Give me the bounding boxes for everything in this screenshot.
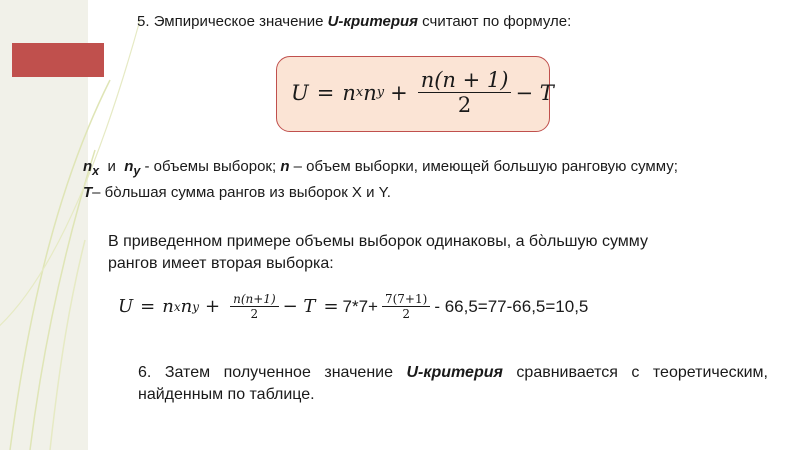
- n-definition-text: – объем выборки, имеющей большую ранговую сумму;: [289, 158, 678, 175]
- and-text: и: [99, 158, 125, 175]
- t-definition-text: – бо̀льшая сумма рангов из выборок Х и Y.: [92, 184, 391, 201]
- formula-minus-t: − T: [515, 80, 554, 105]
- sample-sizes-text: - объемы выборок;: [140, 158, 281, 175]
- calc-denominator-2: 2: [402, 307, 410, 321]
- calc-equals-2: =: [323, 296, 339, 317]
- t-definition: [83, 184, 391, 201]
- formula-fraction: [418, 68, 512, 117]
- calc-fraction: [230, 292, 279, 321]
- calc-denominator: 2: [250, 307, 259, 321]
- heading-emphasis: U-критерия: [327, 13, 418, 30]
- heading-text: Эмпирическое значение: [153, 13, 328, 30]
- var-sub-y: y: [133, 164, 141, 178]
- formula-plus: +: [390, 80, 408, 105]
- calc-fraction-2: [382, 292, 430, 321]
- calc-numerator-2: 7(7+1): [384, 292, 428, 306]
- calc-lhs: U: [118, 296, 134, 317]
- step6-paragraph: [138, 362, 768, 406]
- formula-sub-x: x: [355, 85, 364, 100]
- var-sub-x: x: [92, 164, 100, 178]
- calc-equals: =: [140, 296, 156, 317]
- formula-equals: =: [316, 80, 335, 105]
- step6-emphasis: U-критерия: [406, 364, 503, 381]
- calculation-formula: [118, 292, 588, 321]
- formula-sub-y: y: [376, 85, 385, 100]
- accent-block: [12, 43, 104, 77]
- fraction-denominator: 2: [457, 93, 472, 117]
- heading-number: 5.: [137, 13, 154, 30]
- calc-numerator: n(n+1): [233, 292, 276, 306]
- var-n2: n: [124, 158, 134, 175]
- calc-text-2: - 66,5=77-66,5=10,5: [434, 296, 589, 316]
- t-label: Т: [83, 184, 93, 201]
- heading-text-end: считают по формуле:: [418, 13, 572, 30]
- formula-lhs: U: [291, 80, 309, 105]
- calc-text-1: 7*7+: [342, 296, 378, 316]
- example-paragraph: В приведенном примере объемы выборок одинаковы, а бо̀льшую сумму рангов имеет вторая выборка:: [108, 233, 648, 272]
- n-label: n: [280, 158, 290, 175]
- fraction-numerator: n(n + 1): [420, 68, 509, 92]
- step6-text-end: сравнивается с теоретическим, найденным по таблице.: [138, 364, 768, 403]
- formula-box: [276, 56, 554, 132]
- calc-sub-x: x: [173, 299, 181, 314]
- var-n: n: [83, 158, 93, 175]
- variables-definition: [83, 158, 678, 178]
- calc-plus: +: [205, 296, 221, 317]
- main-formula: [291, 68, 554, 117]
- heading: [137, 13, 571, 30]
- formula-n2: n: [363, 80, 377, 105]
- formula-n: n: [342, 80, 356, 105]
- calc-n: n: [162, 296, 174, 317]
- step6-text: 6. Затем полученное значение: [138, 364, 407, 381]
- calc-minus-t: − T: [282, 296, 316, 317]
- calc-sub-y: y: [192, 299, 200, 314]
- calc-n2: n: [180, 296, 193, 317]
